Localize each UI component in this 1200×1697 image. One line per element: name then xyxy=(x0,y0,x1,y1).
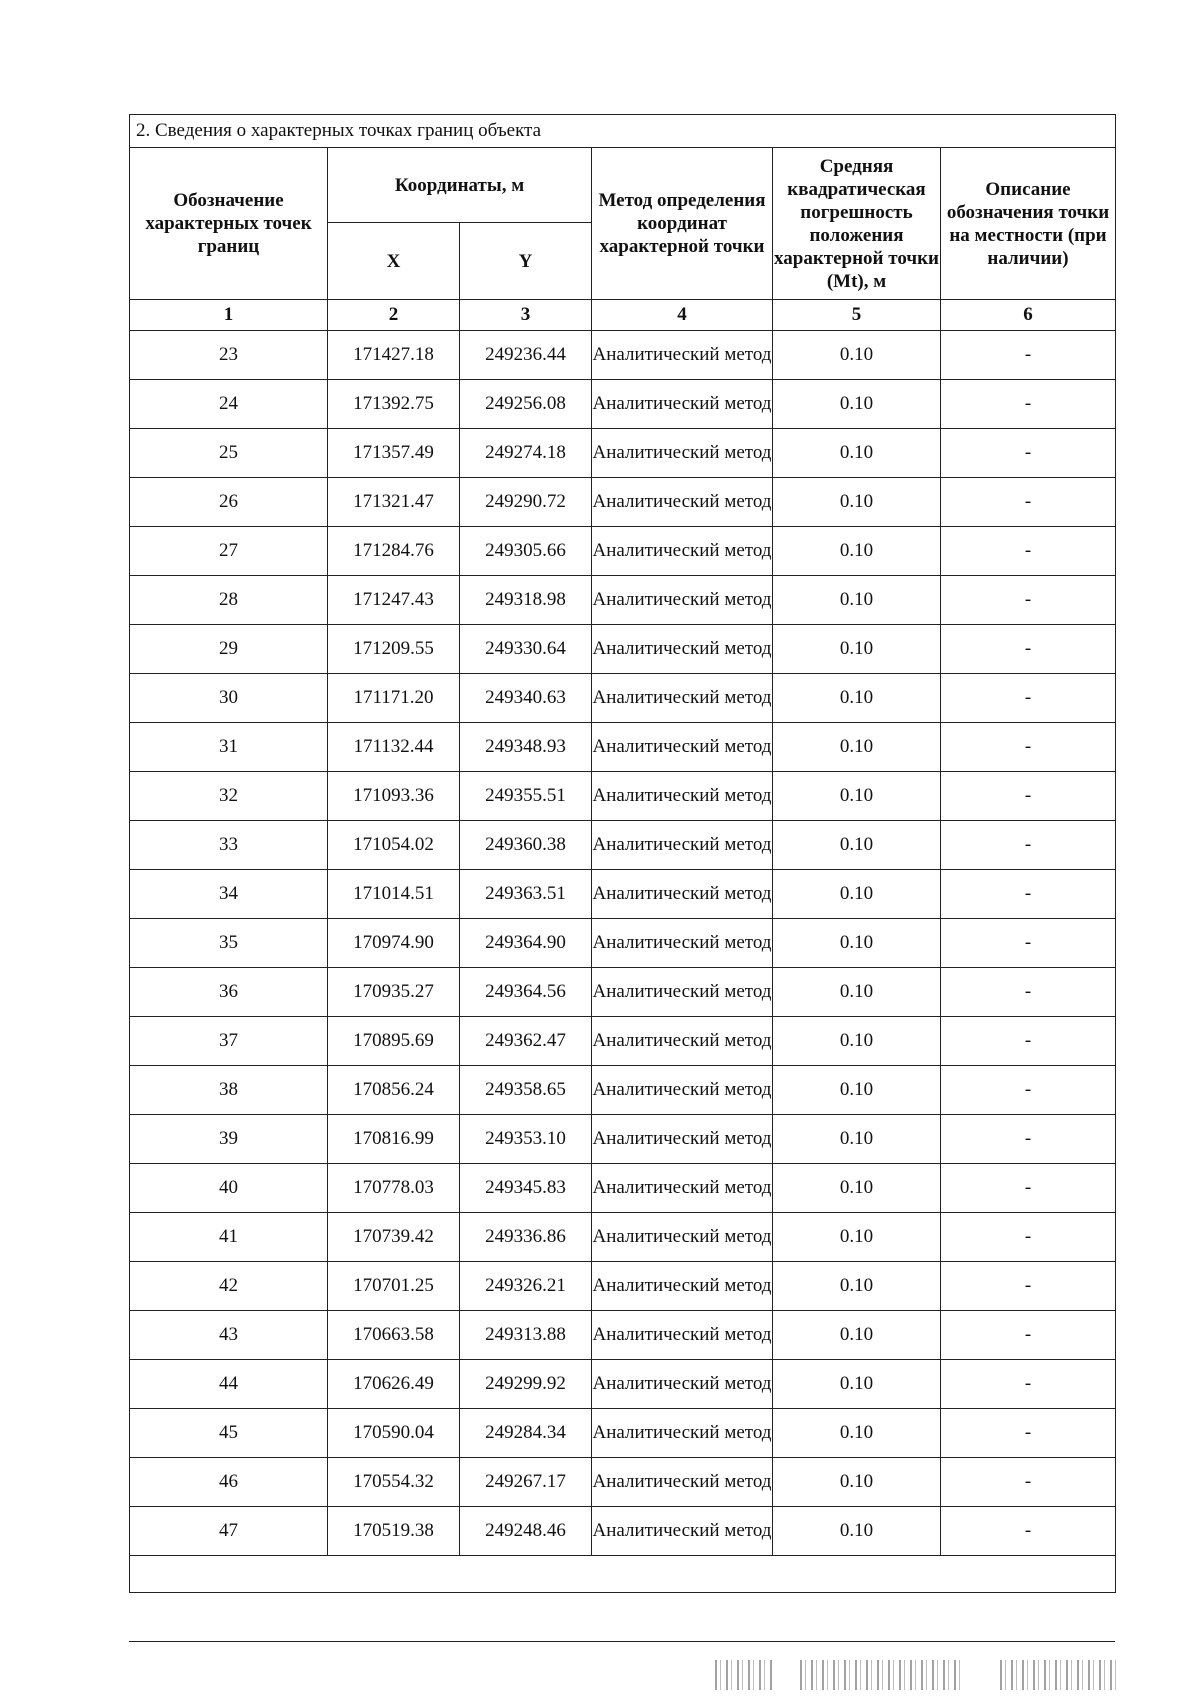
method-cell: Аналитический метод xyxy=(592,870,773,919)
table-row xyxy=(130,527,1116,576)
method-cell: Аналитический метод xyxy=(592,625,773,674)
coordinate-y-cell: 249348.93 xyxy=(460,723,592,772)
column-number: 6 xyxy=(941,300,1116,331)
table-row xyxy=(130,331,1116,380)
point-number-cell: 23 xyxy=(130,331,328,380)
coordinate-x-cell: 171427.18 xyxy=(328,331,460,380)
column-numbers-row xyxy=(130,300,1116,331)
coordinate-x-cell: 170816.99 xyxy=(328,1115,460,1164)
column-number: 2 xyxy=(328,300,460,331)
section-title: 2. Сведения о характерных точках границ объекта xyxy=(130,115,1116,148)
table-row xyxy=(130,1311,1116,1360)
table-row xyxy=(130,625,1116,674)
scan-artifact xyxy=(1000,1660,1120,1690)
coordinate-x-cell: 171247.43 xyxy=(328,576,460,625)
description-cell: - xyxy=(941,1360,1116,1409)
method-cell: Аналитический метод xyxy=(592,1409,773,1458)
coordinate-x-cell: 170519.38 xyxy=(328,1507,460,1556)
coordinate-x-cell: 171171.20 xyxy=(328,674,460,723)
table-row xyxy=(130,919,1116,968)
description-cell: - xyxy=(941,1409,1116,1458)
point-number-cell: 27 xyxy=(130,527,328,576)
method-cell: Аналитический метод xyxy=(592,968,773,1017)
table-row xyxy=(130,674,1116,723)
header-x: X xyxy=(328,223,460,300)
coordinate-y-cell: 249353.10 xyxy=(460,1115,592,1164)
description-cell: - xyxy=(941,1164,1116,1213)
description-cell: - xyxy=(941,1311,1116,1360)
method-cell: Аналитический метод xyxy=(592,1164,773,1213)
coordinate-x-cell: 171014.51 xyxy=(328,870,460,919)
table-row xyxy=(130,772,1116,821)
document-sheet xyxy=(129,114,1115,1593)
coordinate-y-cell: 249355.51 xyxy=(460,772,592,821)
table-row xyxy=(130,968,1116,1017)
description-cell: - xyxy=(941,625,1116,674)
coordinate-y-cell: 249256.08 xyxy=(460,380,592,429)
point-number-cell: 41 xyxy=(130,1213,328,1262)
scan-artifact xyxy=(715,1660,775,1690)
header-method: Метод определения координат характерной точки xyxy=(592,148,773,300)
header-row xyxy=(130,148,1116,223)
description-cell: - xyxy=(941,870,1116,919)
table-row xyxy=(130,1066,1116,1115)
header-y: Y xyxy=(460,223,592,300)
empty-cell xyxy=(130,1556,1116,1593)
coordinate-y-cell: 249358.65 xyxy=(460,1066,592,1115)
coordinate-y-cell: 249318.98 xyxy=(460,576,592,625)
description-cell: - xyxy=(941,821,1116,870)
point-number-cell: 33 xyxy=(130,821,328,870)
coordinate-x-cell: 170778.03 xyxy=(328,1164,460,1213)
point-number-cell: 38 xyxy=(130,1066,328,1115)
mean-square-error-cell: 0.10 xyxy=(773,772,941,821)
method-cell: Аналитический метод xyxy=(592,429,773,478)
point-number-cell: 44 xyxy=(130,1360,328,1409)
table-row xyxy=(130,429,1116,478)
coordinate-x-cell: 170935.27 xyxy=(328,968,460,1017)
mean-square-error-cell: 0.10 xyxy=(773,1213,941,1262)
point-number-cell: 43 xyxy=(130,1311,328,1360)
mean-square-error-cell: 0.10 xyxy=(773,919,941,968)
description-cell: - xyxy=(941,1213,1116,1262)
table-row xyxy=(130,1507,1116,1556)
method-cell: Аналитический метод xyxy=(592,674,773,723)
coordinate-y-cell: 249284.34 xyxy=(460,1409,592,1458)
point-number-cell: 24 xyxy=(130,380,328,429)
mean-square-error-cell: 0.10 xyxy=(773,1458,941,1507)
header-coordinates: Координаты, м xyxy=(328,148,592,223)
point-number-cell: 25 xyxy=(130,429,328,478)
coordinate-x-cell: 170895.69 xyxy=(328,1017,460,1066)
description-cell: - xyxy=(941,527,1116,576)
mean-square-error-cell: 0.10 xyxy=(773,1164,941,1213)
table-row xyxy=(130,576,1116,625)
header-point-description: Описание обозначения точки на местности (при наличии) xyxy=(941,148,1116,300)
table-row xyxy=(130,1115,1116,1164)
coordinate-y-cell: 249305.66 xyxy=(460,527,592,576)
mean-square-error-cell: 0.10 xyxy=(773,968,941,1017)
method-cell: Аналитический метод xyxy=(592,1311,773,1360)
column-number: 5 xyxy=(773,300,941,331)
method-cell: Аналитический метод xyxy=(592,527,773,576)
mean-square-error-cell: 0.10 xyxy=(773,1115,941,1164)
description-cell: - xyxy=(941,968,1116,1017)
description-cell: - xyxy=(941,380,1116,429)
point-number-cell: 47 xyxy=(130,1507,328,1556)
method-cell: Аналитический метод xyxy=(592,1458,773,1507)
coordinate-x-cell: 170626.49 xyxy=(328,1360,460,1409)
mean-square-error-cell: 0.10 xyxy=(773,674,941,723)
mean-square-error-cell: 0.10 xyxy=(773,1066,941,1115)
coordinate-y-cell: 249290.72 xyxy=(460,478,592,527)
mean-square-error-cell: 0.10 xyxy=(773,1409,941,1458)
mean-square-error-cell: 0.10 xyxy=(773,1262,941,1311)
scan-artifact xyxy=(800,1660,960,1690)
point-number-cell: 31 xyxy=(130,723,328,772)
coordinate-y-cell: 249267.17 xyxy=(460,1458,592,1507)
point-number-cell: 28 xyxy=(130,576,328,625)
coordinate-x-cell: 171209.55 xyxy=(328,625,460,674)
method-cell: Аналитический метод xyxy=(592,380,773,429)
coordinate-y-cell: 249336.86 xyxy=(460,1213,592,1262)
coordinate-y-cell: 249345.83 xyxy=(460,1164,592,1213)
coordinate-y-cell: 249313.88 xyxy=(460,1311,592,1360)
method-cell: Аналитический метод xyxy=(592,1017,773,1066)
point-number-cell: 45 xyxy=(130,1409,328,1458)
table-row xyxy=(130,821,1116,870)
table-row xyxy=(130,1409,1116,1458)
mean-square-error-cell: 0.10 xyxy=(773,1507,941,1556)
coordinate-x-cell: 171321.47 xyxy=(328,478,460,527)
point-number-cell: 32 xyxy=(130,772,328,821)
mean-square-error-cell: 0.10 xyxy=(773,1360,941,1409)
mean-square-error-cell: 0.10 xyxy=(773,331,941,380)
table-row xyxy=(130,723,1116,772)
coordinate-y-cell: 249330.64 xyxy=(460,625,592,674)
description-cell: - xyxy=(941,1066,1116,1115)
coordinate-x-cell: 171392.75 xyxy=(328,380,460,429)
method-cell: Аналитический метод xyxy=(592,478,773,527)
description-cell: - xyxy=(941,1262,1116,1311)
table-row xyxy=(130,1458,1116,1507)
coordinate-x-cell: 170974.90 xyxy=(328,919,460,968)
table-row xyxy=(130,478,1116,527)
boundary-points-table xyxy=(129,114,1116,1593)
coordinate-x-cell: 170701.25 xyxy=(328,1262,460,1311)
coordinate-x-cell: 170739.42 xyxy=(328,1213,460,1262)
coordinate-y-cell: 249274.18 xyxy=(460,429,592,478)
coordinate-y-cell: 249364.56 xyxy=(460,968,592,1017)
coordinate-x-cell: 171284.76 xyxy=(328,527,460,576)
method-cell: Аналитический метод xyxy=(592,1507,773,1556)
mean-square-error-cell: 0.10 xyxy=(773,576,941,625)
description-cell: - xyxy=(941,576,1116,625)
table-row xyxy=(130,1164,1116,1213)
point-number-cell: 29 xyxy=(130,625,328,674)
coordinate-x-cell: 171093.36 xyxy=(328,772,460,821)
method-cell: Аналитический метод xyxy=(592,1066,773,1115)
description-cell: - xyxy=(941,919,1116,968)
description-cell: - xyxy=(941,1017,1116,1066)
empty-row xyxy=(130,1556,1116,1593)
method-cell: Аналитический метод xyxy=(592,1115,773,1164)
mean-square-error-cell: 0.10 xyxy=(773,527,941,576)
point-number-cell: 35 xyxy=(130,919,328,968)
mean-square-error-cell: 0.10 xyxy=(773,478,941,527)
coordinate-x-cell: 170554.32 xyxy=(328,1458,460,1507)
point-number-cell: 34 xyxy=(130,870,328,919)
mean-square-error-cell: 0.10 xyxy=(773,821,941,870)
coordinate-y-cell: 249362.47 xyxy=(460,1017,592,1066)
coordinate-y-cell: 249340.63 xyxy=(460,674,592,723)
section-title-row xyxy=(130,115,1116,148)
header-mean-square-error: Средняя квадратическая погрешность положения характерной точки (Mt), м xyxy=(773,148,941,300)
description-cell: - xyxy=(941,478,1116,527)
column-number: 4 xyxy=(592,300,773,331)
description-cell: - xyxy=(941,1458,1116,1507)
method-cell: Аналитический метод xyxy=(592,1213,773,1262)
method-cell: Аналитический метод xyxy=(592,821,773,870)
point-number-cell: 26 xyxy=(130,478,328,527)
description-cell: - xyxy=(941,723,1116,772)
method-cell: Аналитический метод xyxy=(592,919,773,968)
coordinate-x-cell: 171054.02 xyxy=(328,821,460,870)
mean-square-error-cell: 0.10 xyxy=(773,1017,941,1066)
method-cell: Аналитический метод xyxy=(592,331,773,380)
point-number-cell: 42 xyxy=(130,1262,328,1311)
table-row xyxy=(130,1360,1116,1409)
table-body xyxy=(130,331,1116,1556)
mean-square-error-cell: 0.10 xyxy=(773,429,941,478)
point-number-cell: 46 xyxy=(130,1458,328,1507)
coordinate-y-cell: 249326.21 xyxy=(460,1262,592,1311)
coordinate-x-cell: 170663.58 xyxy=(328,1311,460,1360)
table-row xyxy=(130,1262,1116,1311)
point-number-cell: 36 xyxy=(130,968,328,1017)
column-number: 3 xyxy=(460,300,592,331)
description-cell: - xyxy=(941,674,1116,723)
description-cell: - xyxy=(941,1507,1116,1556)
mean-square-error-cell: 0.10 xyxy=(773,870,941,919)
coordinate-y-cell: 249236.44 xyxy=(460,331,592,380)
coordinate-y-cell: 249299.92 xyxy=(460,1360,592,1409)
header-point-designation: Обозначение характерных точек границ xyxy=(130,148,328,300)
point-number-cell: 30 xyxy=(130,674,328,723)
point-number-cell: 39 xyxy=(130,1115,328,1164)
coordinate-y-cell: 249360.38 xyxy=(460,821,592,870)
table-row xyxy=(130,1213,1116,1262)
point-number-cell: 37 xyxy=(130,1017,328,1066)
coordinate-y-cell: 249363.51 xyxy=(460,870,592,919)
mean-square-error-cell: 0.10 xyxy=(773,625,941,674)
table-row xyxy=(130,1017,1116,1066)
coordinate-x-cell: 170590.04 xyxy=(328,1409,460,1458)
table-row xyxy=(130,380,1116,429)
coordinate-y-cell: 249364.90 xyxy=(460,919,592,968)
description-cell: - xyxy=(941,1115,1116,1164)
method-cell: Аналитический метод xyxy=(592,1262,773,1311)
coordinate-y-cell: 249248.46 xyxy=(460,1507,592,1556)
point-number-cell: 40 xyxy=(130,1164,328,1213)
table-row xyxy=(130,870,1116,919)
description-cell: - xyxy=(941,429,1116,478)
column-number: 1 xyxy=(130,300,328,331)
mean-square-error-cell: 0.10 xyxy=(773,1311,941,1360)
description-cell: - xyxy=(941,331,1116,380)
coordinate-x-cell: 170856.24 xyxy=(328,1066,460,1115)
description-cell: - xyxy=(941,772,1116,821)
method-cell: Аналитический метод xyxy=(592,723,773,772)
coordinate-x-cell: 171357.49 xyxy=(328,429,460,478)
method-cell: Аналитический метод xyxy=(592,772,773,821)
method-cell: Аналитический метод xyxy=(592,1360,773,1409)
footer-rule xyxy=(129,1641,1115,1642)
coordinate-x-cell: 171132.44 xyxy=(328,723,460,772)
mean-square-error-cell: 0.10 xyxy=(773,723,941,772)
method-cell: Аналитический метод xyxy=(592,576,773,625)
mean-square-error-cell: 0.10 xyxy=(773,380,941,429)
